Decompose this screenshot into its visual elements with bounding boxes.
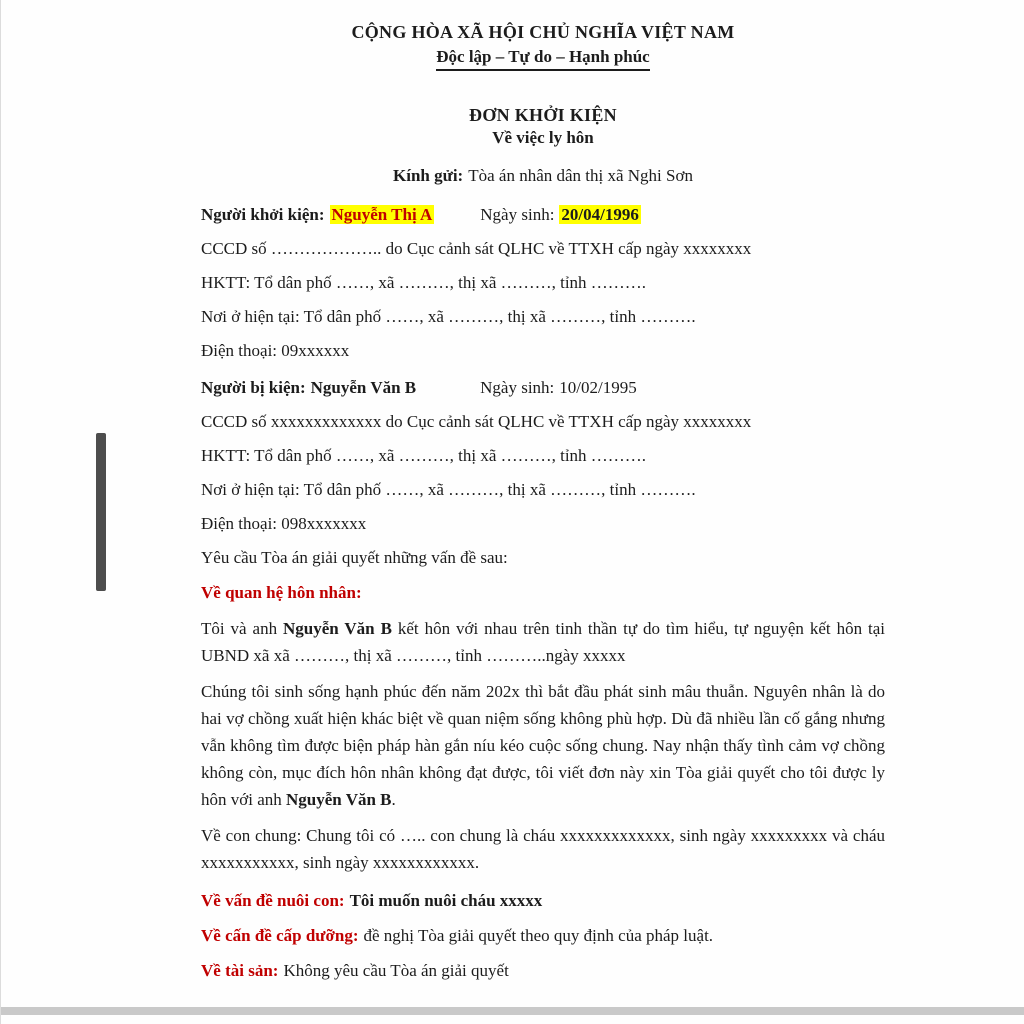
recipient-label: Kính gửi: — [393, 166, 464, 185]
custody-text: Tôi muốn nuôi cháu xxxxx — [349, 891, 543, 910]
plaintiff-phone-line: Điện thoại: 09xxxxxx — [201, 341, 350, 360]
section-marriage-heading: Về quan hệ hôn nhân: — [201, 583, 362, 602]
document-title: ĐƠN KHỞI KIỆN — [469, 105, 617, 125]
support-text: đề nghị Tòa giải quyết theo quy định của pháp luật. — [363, 926, 714, 945]
defendant-label: Người bị kiện: — [201, 378, 306, 397]
children-text-line1: Về con chung: Chung tôi có ….. con chung là cháu xxxxxxxxxxxxx, sinh ngày xxxxxxxxx — [201, 826, 828, 845]
national-motto-line1: CỘNG HÒA XÃ HỘI CHỦ NGHĨA VIỆT NAM — [351, 22, 735, 42]
children-text-line2: và cháu xxxxxxxxxxx, sinh ngày xxxxxxxxxxxx. — [201, 826, 885, 872]
section-support-line — [201, 925, 885, 946]
marriage-p1-name: Nguyễn Văn B — [283, 619, 392, 638]
marriage-paragraph-2 — [201, 678, 885, 813]
defendant-hktt-line: HKTT: Tổ dân phố ……, xã ………, thị xã ………, tỉnh ………. — [201, 446, 647, 465]
national-motto-line2 — [201, 47, 885, 71]
defendant-dob-label: Ngày sinh: — [480, 378, 555, 397]
national-motto-underlined: Độc lập – Tự do – Hạnh phúc — [436, 47, 649, 71]
plaintiff-label: Người khởi kiện: — [201, 205, 325, 224]
document-subtitle: Về việc ly hôn — [492, 128, 594, 147]
scan-edge-strip — [1, 1007, 1024, 1015]
recipient-line — [201, 166, 885, 186]
custody-heading: Về vấn đề nuôi con: — [201, 891, 345, 910]
marriage-p1-post: kết hôn với nhau trên tinh thần tự do tìm hiểu, tự nguyện kết hôn tại UBND xã xã ………, thị xã ………, tỉnh ………..ngày xxxxx — [201, 619, 886, 665]
marriage-p1-pre: Tôi và anh — [201, 619, 284, 638]
assets-text: Không yêu cầu Tòa án giải quyết — [283, 961, 509, 980]
children-paragraph — [201, 822, 885, 876]
section-custody-line — [201, 890, 885, 911]
plaintiff-cccd-line: CCCD số ……………….. do Cục cảnh sát QLHC về TTXH cấp ngày xxxxxxxx — [201, 239, 752, 258]
defendant-line — [201, 377, 885, 398]
defendant-name: Nguyễn Văn B — [310, 378, 417, 397]
marriage-p2-pre: Chúng tôi sinh sống hạnh phúc đến năm 202x thì bắt đầu phát sinh mâu thuẫn. Nguyên nhân là do hai vợ chồng xuất hiện khác biệt về quan niệm sống không phù hợp. Dù đã nhiều lần cố gắng nhưng vẫn không tìm được biện pháp hàn gắn níu kéo cuộc sống chung. Nay nhận thấy tình cảm vợ chồng không còn, mục đích hôn nhân không đạt được, tôi viết đơn này xin Tòa giải quyết cho tôi được ly hôn với anh — [201, 682, 885, 809]
assets-heading: Về tài sản: — [201, 961, 279, 980]
defendant-cccd-line: CCCD số xxxxxxxxxxxxx do Cục cảnh sát QLHC về TTXH cấp ngày xxxxxxxx — [201, 412, 752, 431]
petition-document — [201, 22, 885, 993]
scan-artifact-bar — [96, 433, 106, 591]
defendant-phone-line: Điện thoại: 098xxxxxxx — [201, 514, 367, 533]
defendant-residence-line: Nơi ở hiện tại: Tổ dân phố ……, xã ………, thị xã ………, tỉnh ………. — [201, 480, 696, 499]
plaintiff-dob-label: Ngày sinh: — [480, 205, 555, 224]
plaintiff-name: Nguyễn Thị A — [331, 205, 433, 224]
marriage-paragraph-1 — [201, 615, 885, 669]
recipient-value: Tòa án nhân dân thị xã Nghi Sơn — [468, 166, 693, 185]
plaintiff-residence-line: Nơi ở hiện tại: Tổ dân phố ……, xã ………, thị xã ………, tỉnh ………. — [201, 307, 696, 326]
request-intro-line: Yêu cầu Tòa án giải quyết những vấn đề sau: — [201, 548, 508, 567]
marriage-p2-post: . — [391, 790, 396, 809]
support-heading: Về cấn đề cấp dưỡng: — [201, 926, 359, 945]
section-assets-line — [201, 960, 885, 981]
plaintiff-hktt-line: HKTT: Tổ dân phố ……, xã ………, thị xã ………, tỉnh ………. — [201, 273, 647, 292]
plaintiff-dob: 20/04/1996 — [561, 205, 639, 224]
plaintiff-line — [201, 204, 885, 225]
defendant-dob: 10/02/1995 — [559, 378, 637, 397]
marriage-p2-name: Nguyễn Văn B — [286, 790, 392, 809]
